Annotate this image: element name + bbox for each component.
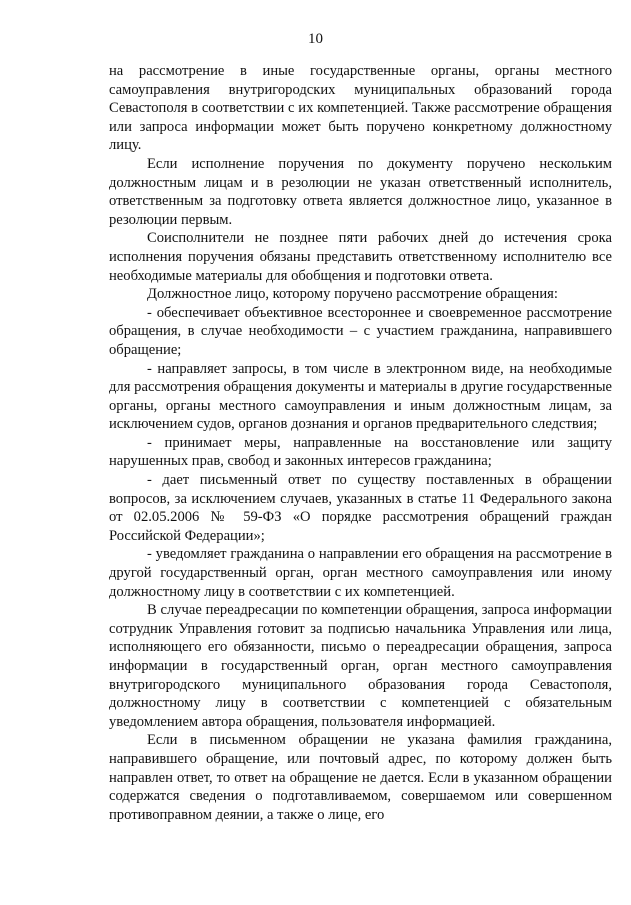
page-number: 10	[308, 31, 323, 47]
paragraph-co-executors: Соисполнители не позднее пяти рабочих дней до истечения срока исполнения поручения обязаны представить ответственному исполнителю все необходимые материалы для обобщения и подготовки ответа.	[109, 230, 612, 284]
list-item-sends-requests: - направляет запросы, в том числе в электронном виде, на необходимые для рассмотрения обращения документы и материалы в другие государственные органы, органы местного самоуправления и иным должностным лицам, за исключением судов, органов дознания и органов предварительного следствия;	[109, 360, 612, 433]
paragraph-redirection: В случае переадресации по компетенции обращения, запроса информации сотрудник Управления готовит за подписью начальника Управления или лица, исполняющего его обязанности, письмо о переадресации обращения, запроса информации в государственный орган, орган местного самоуправления внутригородского муниципального образования города Севастополя, должностному лицу в соответствии с компетенцией с обязательным уведомлением автора обращения, пользователя информацией.	[109, 602, 612, 730]
paragraph-continuation: на рассмотрение в иные государственные органы, органы местного самоуправления внутригородских муниципальных образований города Севастополя в соответствии с их компетенцией. Также рассмотрение обращения или запроса информации может быть поручено конкретному должностному лицу.	[109, 63, 612, 154]
list-item-notifies-citizen: - уведомляет гражданина о направлении его обращения на рассмотрение в другой государственный орган, орган местного самоуправления или иному должностному лицу в соответствии с их компетенцией.	[109, 546, 612, 600]
list-item-gives-answer: - дает письменный ответ по существу поставленных в обращении вопросов, за исключением случаев, указанных в статье 11 Федерального закона от 02.05.2006 № 59-ФЗ «О порядке рассмотрения обращений граждан Российской Федерации»;	[109, 472, 612, 544]
paragraph-multiple-executors: Если исполнение поручения по документу поручено нескольким должностным лицам и в резолюции не указан ответственный исполнитель, ответственным за подготовку ответа является должностное лицо, указанное в резолюции первым.	[109, 155, 612, 228]
paragraph-missing-details: Если в письменном обращении не указана фамилия гражданина, направившего обращение, или почтовый адрес, по которому должен быть направлен ответ, то ответ на обращение не дается. Если в указанном обращении содержатся сведения о подготавливаемом, совершаемом или совершенном противоправном деянии, а также о лице, его	[109, 732, 612, 823]
document-body	[109, 62, 612, 824]
list-item-takes-measures: - принимает меры, направленные на восстановление или защиту нарушенных прав, свобод и законных интересов гражданина;	[109, 434, 612, 470]
list-item-ensures-review: - обеспечивает объективное всестороннее и своевременное рассмотрение обращения, в случае необходимости – с участием гражданина, направившего обращение;	[109, 304, 612, 358]
paragraph-official-duties-intro: Должностное лицо, которому поручено рассмотрение обращения:	[147, 286, 558, 303]
